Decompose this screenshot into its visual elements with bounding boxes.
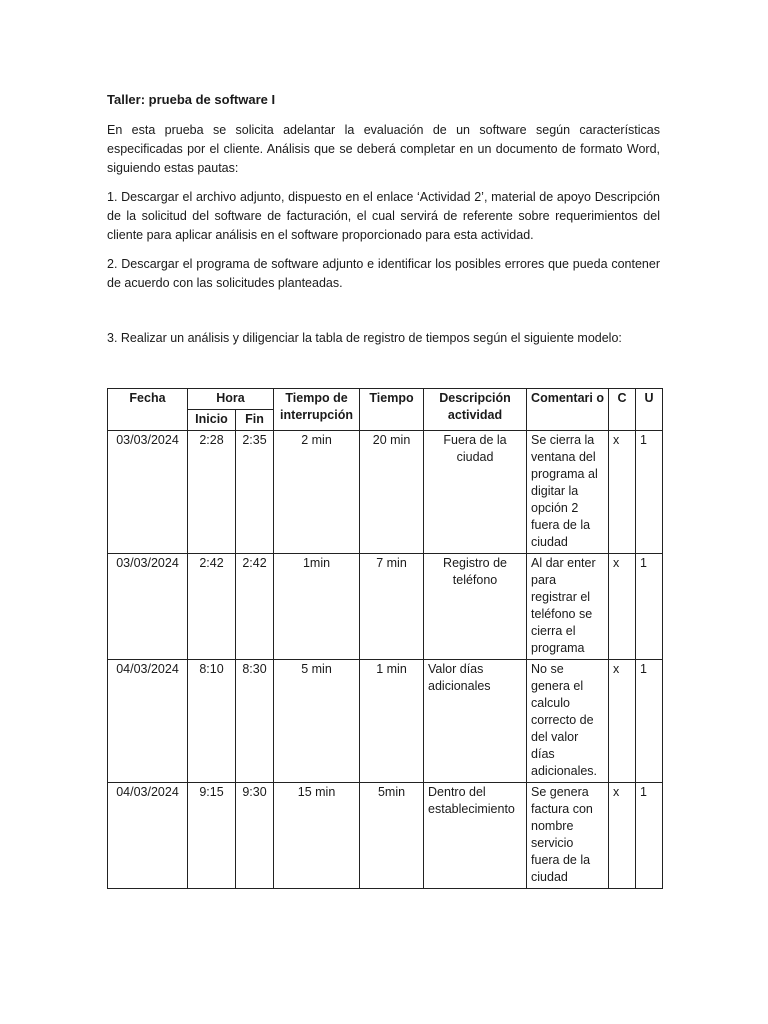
cell-fin: 8:30	[236, 660, 274, 783]
cell-inicio: 9:15	[188, 783, 236, 889]
cell-tiempo: 20 min	[360, 431, 424, 554]
cell-fecha: 03/03/2024	[108, 554, 188, 660]
cell-descripcion: Dentro del establecimiento	[424, 783, 527, 889]
cell-c: x	[609, 783, 636, 889]
cell-u: 1	[636, 783, 663, 889]
table-row	[108, 554, 663, 660]
cell-inicio: 2:28	[188, 431, 236, 554]
document-body	[107, 90, 660, 348]
header-tiempo-interrupcion: Tiempo de interrupción	[274, 389, 360, 431]
header-hora: Hora	[188, 389, 274, 410]
cell-fin: 9:30	[236, 783, 274, 889]
cell-inicio: 8:10	[188, 660, 236, 783]
cell-fecha: 04/03/2024	[108, 783, 188, 889]
cell-tiempo: 7 min	[360, 554, 424, 660]
cell-comentario: No se genera el calculo correcto de del valor días adicionales.	[527, 660, 609, 783]
cell-c: x	[609, 431, 636, 554]
cell-inicio: 2:42	[188, 554, 236, 660]
cell-tiempo: 1 min	[360, 660, 424, 783]
cell-c: x	[609, 554, 636, 660]
header-fin: Fin	[236, 410, 274, 431]
header-fecha: Fecha	[108, 389, 188, 431]
cell-fin: 2:42	[236, 554, 274, 660]
cell-u: 1	[636, 554, 663, 660]
cell-comentario: Se cierra la ventana del programa al digitar la opción 2 fuera de la ciudad	[527, 431, 609, 554]
cell-comentario: Se genera factura con nombre servicio fuera de la ciudad	[527, 783, 609, 889]
document-title: Taller: prueba de software I	[107, 92, 276, 107]
cell-descripcion: Fuera de la ciudad	[424, 431, 527, 554]
header-comentario: Comentari o	[527, 389, 609, 431]
cell-c: x	[609, 660, 636, 783]
cell-interrupcion: 1min	[274, 554, 360, 660]
table-row	[108, 660, 663, 783]
header-descripcion: Descripción actividad	[424, 389, 527, 431]
step-3-paragraph: 3. Realizar un análisis y diligenciar la tabla de registro de tiempos según el siguiente modelo:	[107, 331, 622, 345]
cell-descripcion: Valor días adicionales	[424, 660, 527, 783]
header-u: U	[636, 389, 663, 431]
header-tiempo: Tiempo	[360, 389, 424, 431]
step-2-paragraph: 2. Descargar el programa de software adjunto e identificar los posibles errores que pueda contener de acuerdo con las solicitudes planteadas.	[107, 257, 660, 290]
cell-fecha: 04/03/2024	[108, 660, 188, 783]
cell-fecha: 03/03/2024	[108, 431, 188, 554]
table-header-row	[108, 389, 663, 410]
table-row	[108, 431, 663, 554]
cell-interrupcion: 5 min	[274, 660, 360, 783]
time-log-table	[107, 388, 663, 889]
cell-interrupcion: 2 min	[274, 431, 360, 554]
header-inicio: Inicio	[188, 410, 236, 431]
intro-paragraph: En esta prueba se solicita adelantar la evaluación de un software según características especificadas por el cliente. Análisis que se deberá completar en un documento de formato Word, siguiendo estas pautas:	[107, 123, 660, 175]
cell-u: 1	[636, 431, 663, 554]
cell-interrupcion: 15 min	[274, 783, 360, 889]
cell-u: 1	[636, 660, 663, 783]
header-c: C	[609, 389, 636, 431]
cell-tiempo: 5min	[360, 783, 424, 889]
cell-comentario: Al dar enter para registrar el teléfono se cierra el programa	[527, 554, 609, 660]
table-row	[108, 783, 663, 889]
cell-fin: 2:35	[236, 431, 274, 554]
cell-descripcion: Registro de teléfono	[424, 554, 527, 660]
step-1-paragraph: 1. Descargar el archivo adjunto, dispuesto en el enlace ‘Actividad 2’, material de apoyo Descripción de la solicitud del software de facturación, el cual servirá de referente sobre requerimientos del cliente para aplicar análisis en el software proporcionado para esta actividad.	[107, 190, 660, 242]
